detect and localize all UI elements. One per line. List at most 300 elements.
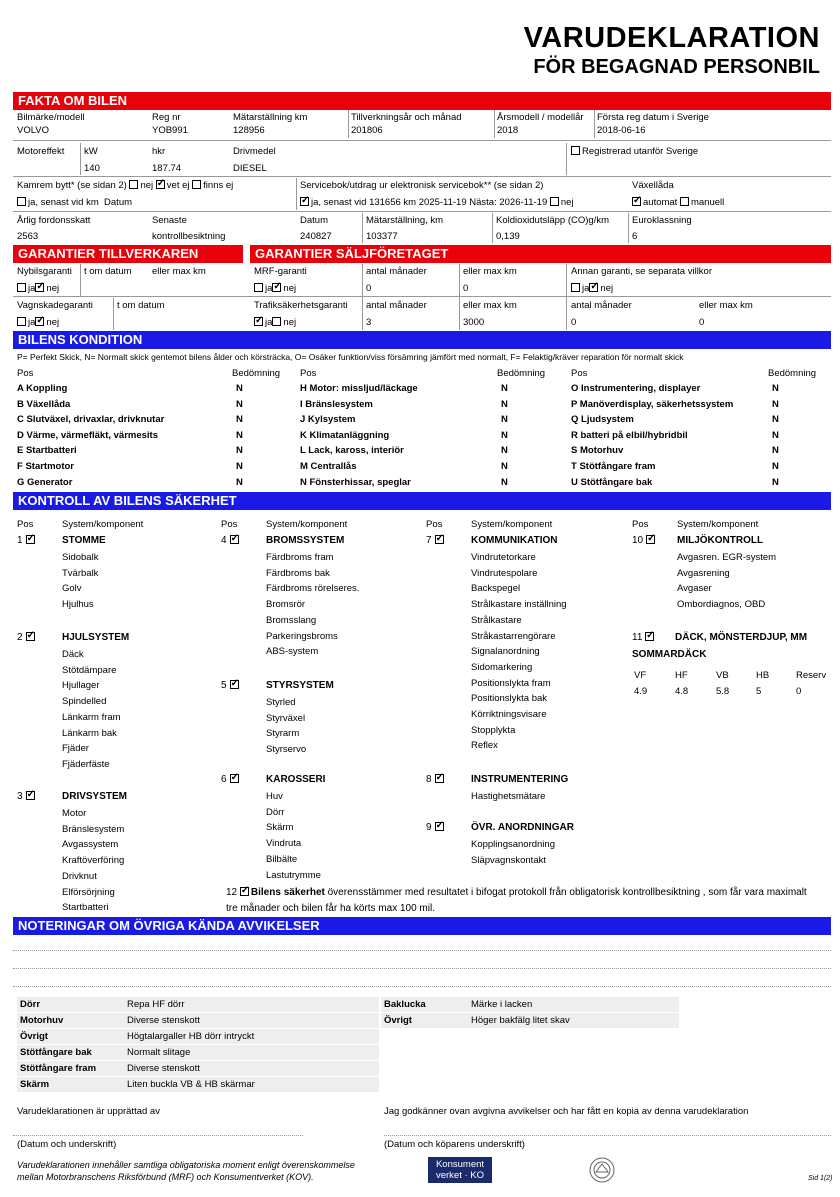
logo-line1: Konsument: [435, 1159, 485, 1170]
vagn-tom-label: t om datum: [117, 300, 165, 311]
kontroll-item: Länkarm fram: [62, 711, 121, 723]
dack-head: VB: [716, 670, 729, 681]
kontroll-item: Fjäder: [62, 743, 89, 755]
fakta-heading: FAKTA OM BILEN: [13, 92, 831, 110]
mrf-man-label: antal månader: [366, 266, 427, 277]
servicebok-label: Servicebok/utdrag ur elektronisk servicebok** (se sidan 2): [300, 180, 544, 191]
kamrem-nej-checkbox[interactable]: [129, 180, 138, 189]
manuell-checkbox[interactable]: [680, 197, 689, 206]
kontroll-group-pos: [221, 774, 241, 785]
upprattad-label: Varudeklarationen är upprättad av: [17, 1106, 160, 1117]
kontroll-item: Körriktningsvisare: [471, 709, 547, 720]
datum2-value: 240827: [300, 231, 332, 242]
annan-man-value: 0: [571, 317, 577, 328]
kontroll-pos-num: 10: [632, 535, 644, 546]
dack-head: HB: [756, 670, 770, 681]
kamrem-ja-label: ja, senast vid km: [28, 197, 99, 208]
kontroll-item: Positionslykta fram: [471, 677, 551, 689]
kontroll-item: Styrarm: [266, 728, 300, 740]
mrf-nej-checkbox[interactable]: [272, 283, 281, 292]
automat-checkbox[interactable]: [632, 197, 641, 206]
servicebok-row: [300, 197, 574, 208]
note-label: Skärm: [20, 1079, 50, 1090]
tillv-value: 201806: [351, 125, 383, 136]
kontroll-item: Vindruta: [266, 838, 302, 850]
note-value: Normalt slitage: [127, 1047, 191, 1058]
matar2-value: 103377: [366, 231, 398, 242]
kontroll-group-pos: [17, 535, 37, 546]
note-value: Repa HF dörr: [127, 999, 185, 1010]
kondition-rating: N: [236, 398, 243, 410]
note-value: Märke i lacken: [471, 999, 533, 1010]
kontroll-pos-num: 8: [426, 774, 432, 785]
matar-label: Mätarställning km: [233, 112, 308, 123]
godkanner-label: Jag godkänner ovan avgivna avvikelser och har fått en kopia av denna varudeklaration: [384, 1106, 749, 1117]
kondition-item: M Centrallås: [300, 461, 357, 472]
kontroll-item: Bränslesystem: [62, 823, 125, 835]
mrf-choices: [254, 283, 296, 294]
kontroll-group-title: BROMSSYSTEM: [266, 535, 345, 546]
kontroll-sys-header: System/komponent: [471, 519, 553, 530]
co2-value: 0,139: [496, 231, 520, 242]
kondition-item: F Startmotor: [17, 461, 74, 472]
kontroll-item: Parkeringsbroms: [266, 630, 338, 642]
kontroll-checkbox[interactable]: [26, 535, 35, 544]
dack-head: HF: [675, 670, 688, 681]
dack-pos-num: 11: [632, 632, 643, 643]
vagn-nej-label: nej: [46, 317, 60, 328]
kontroll-item: Hjulhus: [62, 599, 94, 611]
skatt-value: 2563: [17, 231, 39, 242]
vagn-ja-label: ja: [28, 317, 36, 328]
kontroll-pos-header: Pos: [17, 519, 34, 530]
kondition-item: C Slutväxel, drivaxlar, drivknutar: [17, 414, 165, 426]
p12-bold: Bilens säkerhet: [250, 887, 325, 898]
annan-label: Annan garanti, se separata villkor: [571, 266, 712, 277]
kondition-rating: N: [236, 445, 243, 457]
dack-checkbox[interactable]: [645, 632, 654, 641]
page-number: Sid 1(2): [808, 1175, 833, 1182]
kontroll-pos-header: Pos: [221, 519, 238, 530]
trafik-man-value: 3: [366, 317, 372, 328]
note-value: Diverse stenskott: [127, 1015, 200, 1026]
forsta-label: Första reg datum i Sverige: [597, 112, 709, 123]
trafik-ja-label: ja: [265, 317, 273, 328]
kondition-bed-header: Bedömning: [232, 368, 281, 379]
kondition-item: O Instrumentering, displayer: [571, 383, 701, 394]
kamrem-finnsej-checkbox[interactable]: [192, 180, 201, 189]
footer-note1: Varudeklarationen innehåller samtliga obligatoriska moment enligt överenskommelse: [17, 1160, 355, 1170]
checkbox-icon[interactable]: [571, 146, 580, 155]
dack-value: 5: [756, 686, 762, 697]
trafik-nej-checkbox[interactable]: [272, 317, 281, 326]
kondition-item: K Klimatanläggning: [300, 429, 390, 441]
kontroll-item: Länkarm bak: [62, 727, 117, 739]
effekt-label: Motoreffekt: [17, 146, 65, 157]
nybil-max-label: eller max km: [152, 266, 206, 277]
kontroll-group-pos: [426, 822, 446, 833]
mrf-km-label: eller max km: [463, 266, 517, 277]
nybil-nej-checkbox[interactable]: [35, 283, 44, 292]
kontroll-checkbox[interactable]: [646, 535, 655, 544]
kamrem-ja-checkbox[interactable]: [17, 197, 26, 206]
garanti-tillv-heading: GARANTIER TILLVERKAREN: [13, 245, 243, 263]
marke-label: Bilmärke/modell: [17, 112, 85, 123]
kontroll-label: kontrollbesiktning: [152, 231, 226, 242]
kondition-item: A Koppling: [17, 383, 68, 394]
kontroll-item: Stopplykta: [471, 724, 516, 736]
euro-label: Euroklassning: [632, 215, 692, 226]
dack-pos: [632, 632, 656, 643]
vagn-ja-checkbox[interactable]: [17, 317, 26, 326]
p12-text: överensstämmer med resultatet i bifogat protokoll från obligatorisk kontrollbesiktning , som får vara maximalt: [324, 887, 807, 898]
kontroll-item: Skärm: [266, 822, 294, 834]
note-label: Motorhuv: [20, 1015, 64, 1026]
kontroll-group-title: INSTRUMENTERING: [471, 774, 569, 785]
page-title: VARUDEKLARATION: [523, 22, 820, 54]
kontroll-pos-num: 6: [221, 774, 227, 785]
nybil-tom-label: t om datum: [84, 266, 132, 277]
kondition-rating: N: [772, 461, 779, 472]
note-label: Stötfångare fram: [20, 1063, 97, 1074]
nybil-nej-label: nej: [46, 283, 60, 294]
annan-nej-label: nej: [600, 283, 614, 294]
note-label: Stötfångare bak: [20, 1047, 92, 1058]
note-value: Högtalargaller HB dörr intryckt: [127, 1031, 255, 1042]
kontroll-checkbox[interactable]: [230, 535, 239, 544]
nybil-choices: [17, 283, 59, 294]
kw-value: 140: [84, 163, 100, 174]
kondition-pos-header: Pos: [571, 368, 588, 379]
kondition-pos-header: Pos: [300, 368, 317, 379]
kondition-item: L Lack, kaross, interiör: [300, 445, 404, 457]
kondition-bed-header: Bedömning: [768, 368, 817, 379]
kondition-heading: BILENS KONDITION: [13, 331, 831, 349]
kondition-rating: N: [501, 429, 508, 441]
kamrem-ja-row: [17, 197, 132, 208]
kontroll-sys-header: System/komponent: [62, 519, 144, 530]
kontroll-item: Stråkastarrengörare: [471, 630, 556, 642]
kontroll-item: Dörr: [266, 806, 285, 818]
garanti-salj-heading: GARANTIER SÄLJFÖRETAGET: [250, 245, 831, 263]
kondition-item: I Bränslesystem: [300, 398, 373, 410]
trafik-man-label: antal månader: [366, 300, 427, 311]
kontroll-item: Motor: [62, 808, 87, 819]
mrf-nej-label: nej: [283, 283, 297, 294]
kamrem-datum-label: Datum: [104, 197, 133, 208]
kondition-item: R batteri på elbil/hybridbil: [571, 429, 688, 441]
kontroll-item: Hjullager: [62, 680, 100, 692]
mrf-label: MRF-garanti: [254, 266, 307, 277]
dack-value: 5.8: [716, 686, 730, 697]
forsta-value: 2018-06-16: [597, 125, 646, 136]
servicebok-nej-label: nej: [560, 197, 574, 208]
kontroll-pos-num: 9: [426, 822, 432, 833]
dack-value: 4.9: [634, 686, 648, 697]
mrf-ja-checkbox[interactable]: [254, 283, 263, 292]
kontroll-sys-header: System/komponent: [677, 519, 759, 530]
datum-sign-label: (Datum och underskrift): [17, 1139, 117, 1150]
kondition-legend: P= Perfekt Skick, N= Normalt skick gentemot bilens ålder och körsträcka, O= Osäker funktion/viss försämring jämfört med normalt, F= Felaktig/kräver reparation för normalt skick: [17, 352, 684, 362]
kontroll-item: ABS-system: [266, 646, 319, 658]
kontroll-group-title: STOMME: [62, 535, 106, 546]
kondition-rating: N: [501, 445, 508, 457]
annan-km-label: eller max km: [699, 300, 753, 311]
p12-pos: 12: [226, 887, 238, 898]
kontroll-item: Ombordiagnos, OBD: [677, 599, 766, 611]
automat-label: automat: [643, 197, 678, 208]
note-label: Baklucka: [384, 999, 426, 1010]
note-label: Övrigt: [20, 1031, 48, 1042]
kontroll-item: Styrled: [266, 697, 296, 708]
kontroll-pos-num: 2: [17, 632, 23, 643]
hkr-label: hkr: [152, 146, 166, 157]
logo-line2: verket · KO: [435, 1170, 485, 1181]
servicebok-value: ja, senast vid 131656 km 2025-11-19 Nästa: 2026-11-19: [311, 197, 548, 208]
utanfor-label: Registrerad utanför Sverige: [582, 146, 699, 157]
trafik-ja-checkbox[interactable]: [254, 317, 263, 326]
kontroll-item: Färdbroms bak: [266, 567, 330, 579]
kondition-pos-header: Pos: [17, 368, 34, 379]
trafik-label: Trafiksäkerhetsgaranti: [254, 300, 348, 311]
kontroll-item: Avgasrening: [677, 567, 730, 579]
kondition-rating: N: [236, 383, 243, 394]
kontroll-group-title: KAROSSERI: [266, 774, 326, 785]
kondition-item: U Stötfångare bak: [571, 476, 653, 488]
p12-text2: tre månader och bilen får ha körts max 100 mil.: [226, 903, 435, 914]
kontroll-item: Spindelled: [62, 696, 107, 708]
reg-label: Reg nr: [152, 112, 181, 123]
kondition-rating: N: [772, 398, 779, 410]
trafik-nej-label: nej: [283, 317, 297, 328]
utanfor-checkbox[interactable]: [571, 146, 698, 157]
kontroll-item: Färdbroms rörelseres.: [266, 583, 360, 595]
noteringar-heading: NOTERINGAR OM ÖVRIGA KÄNDA AVVIKELSER: [13, 917, 831, 935]
kontroll-group-pos: [221, 535, 241, 546]
nybil-ja-checkbox[interactable]: [17, 283, 26, 292]
kontroll-item: Fjäderfäste: [62, 758, 110, 770]
reg-value: YOB991: [152, 125, 188, 136]
page-subtitle: FÖR BEGAGNAD PERSONBIL: [533, 56, 820, 78]
note-row: [17, 997, 379, 1012]
vagn-choices: [17, 317, 59, 328]
kontroll-pos-header: Pos: [426, 519, 443, 530]
dack-title: DÄCK, MÖNSTERDJUP, MM: [675, 632, 808, 643]
kontroll-item: Hastighetsmätare: [471, 791, 546, 802]
kontroll-checkbox[interactable]: [435, 774, 444, 783]
kontroll-item: Strålkastare inställning: [471, 599, 567, 611]
kondition-rating: N: [772, 445, 779, 457]
kontroll-item: Avgasren. EGR-system: [677, 552, 777, 563]
servicebok-nej-checkbox[interactable]: [550, 197, 559, 206]
kontroll-group-pos: [221, 680, 241, 691]
annan-choices: [571, 283, 613, 294]
nybil-label: Nybilsgaranti: [17, 266, 72, 277]
kontroll-item: Sidomarkering: [471, 661, 533, 673]
tillv-label: Tillverkningsår och månad: [351, 112, 462, 123]
annan-nej-checkbox[interactable]: [589, 283, 598, 292]
kontroll-checkbox[interactable]: [230, 680, 239, 689]
note-value: Liten buckla VB & HB skärmar: [127, 1079, 255, 1090]
kondition-item: N Fönsterhissar, speglar: [300, 476, 411, 488]
arsmodell-label: Årsmodell / modellår: [497, 112, 584, 123]
kontroll-item: Elförsörjning: [62, 886, 115, 898]
kontroll-checkbox[interactable]: [26, 791, 35, 800]
kontroll-sys-header: System/komponent: [266, 519, 348, 530]
kontroll-item: Däck: [62, 649, 84, 660]
drivmedel-value: DIESEL: [233, 163, 267, 174]
kontroll-item: Styrväxel: [266, 712, 306, 724]
kontroll-item: Strålkastare: [471, 614, 522, 626]
note-value: Höger bakfälg litet skav: [471, 1015, 570, 1026]
arsmodell-value: 2018: [497, 125, 519, 136]
kondition-rating: N: [236, 414, 243, 426]
mrf-emblem-icon: [585, 1156, 619, 1187]
matar-value: 128956: [233, 125, 265, 136]
kontroll-item: Stötdämpare: [62, 664, 117, 676]
hkr-value: 187.74: [152, 163, 182, 174]
co2-label: Koldioxidutsläpp (CO)g/km: [496, 215, 609, 226]
kontroll-item: Styrservo: [266, 744, 307, 756]
kontroll-checkbox[interactable]: [435, 822, 444, 831]
kondition-rating: N: [501, 398, 508, 410]
kondition-bed-header: Bedömning: [497, 368, 546, 379]
kondition-rating: N: [772, 429, 779, 441]
kontroll-item: Drivknut: [62, 870, 97, 882]
kontroll-item: Färdbroms fram: [266, 552, 334, 563]
kontroll-item: Kopplingsanordning: [471, 839, 555, 850]
dack-value: 4.8: [675, 686, 689, 697]
kontroll-item: Vindrutespolare: [471, 567, 538, 579]
kondition-item: S Motorhuv: [571, 445, 624, 457]
note-value: Diverse stenskott: [127, 1063, 200, 1074]
kontroll-item: Positionslykta bak: [471, 693, 548, 705]
dack-value: 0: [796, 686, 802, 697]
servicebok-ja-checkbox[interactable]: [300, 197, 309, 206]
annan-ja-checkbox[interactable]: [571, 283, 580, 292]
kontroll-group-pos: [17, 632, 37, 643]
kontroll-item: Bilbälte: [266, 853, 298, 865]
matar2-label: Mätarställning, km: [366, 215, 444, 226]
p12-checkbox[interactable]: [240, 887, 249, 896]
kontroll-item: Vindrutetorkare: [471, 552, 536, 563]
trafik-km-value: 3000: [463, 317, 485, 328]
kontroll-group-pos: [426, 774, 446, 785]
sommardack-label: SOMMARDÄCK: [632, 649, 707, 660]
kontroll-item: Bromsslang: [266, 614, 317, 626]
kontroll-pos-num: 7: [426, 535, 432, 546]
kondition-item: H Motor: missljud/läckage: [300, 383, 418, 394]
kontroll-item: Backspegel: [471, 583, 521, 595]
kontroll-item: Tvärbalk: [62, 567, 99, 579]
kontroll-item: Avgaser: [677, 583, 712, 595]
kontroll-checkbox[interactable]: [435, 535, 444, 544]
kontroll-item: Huv: [266, 791, 283, 802]
kondition-item: T Stötfångare fram: [571, 461, 656, 472]
kontroll-item: Släpvagnskontakt: [471, 854, 546, 866]
note-label: Dörr: [20, 999, 41, 1010]
annan-man-label: antal månader: [571, 300, 632, 311]
marke-value: VOLVO: [17, 125, 50, 136]
kontroll-item: Sidobalk: [62, 552, 99, 563]
trafik-choices: [254, 317, 296, 328]
footer-note2: mellan Motorbranschens Riksförbund (MRF) och Konsumentverket (KOV).: [17, 1172, 314, 1182]
kamrem-finnsej-label: finns ej: [203, 180, 234, 191]
kontroll-pos-num: 1: [17, 535, 23, 546]
datum2-label: Datum: [300, 215, 328, 226]
trafik-km-label: eller max km: [463, 300, 517, 311]
annan-km-value: 0: [699, 317, 705, 328]
kontroll-pos-num: 3: [17, 791, 23, 802]
kondition-item: P Manöverdisplay, säkerhetssystem: [571, 398, 734, 410]
kondition-rating: N: [772, 383, 779, 394]
mrf-ja-label: ja: [265, 283, 273, 294]
kondition-rating: N: [501, 476, 508, 488]
kondition-item: G Generator: [17, 476, 73, 488]
kontroll-group-title: DRIVSYSTEM: [62, 791, 128, 802]
dack-head: VF: [634, 670, 647, 681]
kontroll-checkbox[interactable]: [230, 774, 239, 783]
kontroll-heading: KONTROLL AV BILENS SÄKERHET: [13, 492, 831, 510]
vagn-nej-checkbox[interactable]: [35, 317, 44, 326]
kondition-rating: N: [236, 461, 243, 472]
kondition-rating: N: [236, 476, 243, 488]
kondition-item: J Kylsystem: [300, 414, 356, 426]
kontroll-group-title: MILJÖKONTROLL: [677, 535, 764, 546]
datum-kop-label: (Datum och köparens underskrift): [384, 1139, 525, 1150]
p12-row: [226, 887, 807, 898]
kw-label: kW: [84, 146, 98, 157]
drivmedel-label: Drivmedel: [233, 146, 276, 157]
kamrem-label: Kamrem bytt* (se sidan 2): [17, 180, 127, 191]
kontroll-pos-num: 4: [221, 535, 227, 546]
konsumentverket-logo: [428, 1157, 492, 1183]
kontroll-item: Bromsrör: [266, 599, 306, 611]
kontroll-group-title: ÖVR. ANORDNINGAR: [471, 822, 574, 833]
kondition-item: Q Ljudsystem: [571, 414, 634, 426]
kondition-rating: N: [772, 476, 779, 488]
annan-ja-label: ja: [582, 283, 590, 294]
manuell-label: manuell: [690, 197, 725, 208]
note-label: Övrigt: [384, 1015, 412, 1026]
skatt-label: Årlig fordonsskatt: [17, 215, 91, 226]
kondition-item: E Startbatteri: [17, 445, 77, 457]
kontroll-item: Avgassystem: [62, 839, 119, 851]
kondition-rating: N: [236, 429, 243, 441]
kontroll-group-title: KOMMUNIKATION: [471, 535, 558, 546]
kontroll-checkbox[interactable]: [26, 632, 35, 641]
dack-head: Reserv: [796, 670, 827, 681]
mrf-km-value: 0: [463, 283, 469, 294]
kondition-rating: N: [501, 414, 508, 426]
kontroll-item: Startbatteri: [62, 902, 109, 914]
kontroll-group-pos: [17, 791, 37, 802]
kontroll-group-title: STYRSYSTEM: [266, 680, 334, 691]
kamrem-vetej-checkbox[interactable]: [156, 180, 165, 189]
kamrem-row: [17, 180, 233, 191]
kamrem-nej-label: nej: [140, 180, 154, 191]
kondition-item: B Växellåda: [17, 398, 71, 410]
kontroll-item: Kraftöverföring: [62, 855, 125, 867]
kontroll-item: Lastutrymme: [266, 869, 321, 881]
vaxel-label: Växellåda: [632, 180, 674, 191]
senaste-label: Senaste: [152, 215, 187, 226]
vaxel-row: [632, 197, 724, 208]
kontroll-group-title: HJULSYSTEM: [62, 632, 130, 643]
kontroll-pos-num: 5: [221, 680, 227, 691]
euro-value: 6: [632, 231, 638, 242]
kondition-rating: N: [772, 414, 779, 426]
